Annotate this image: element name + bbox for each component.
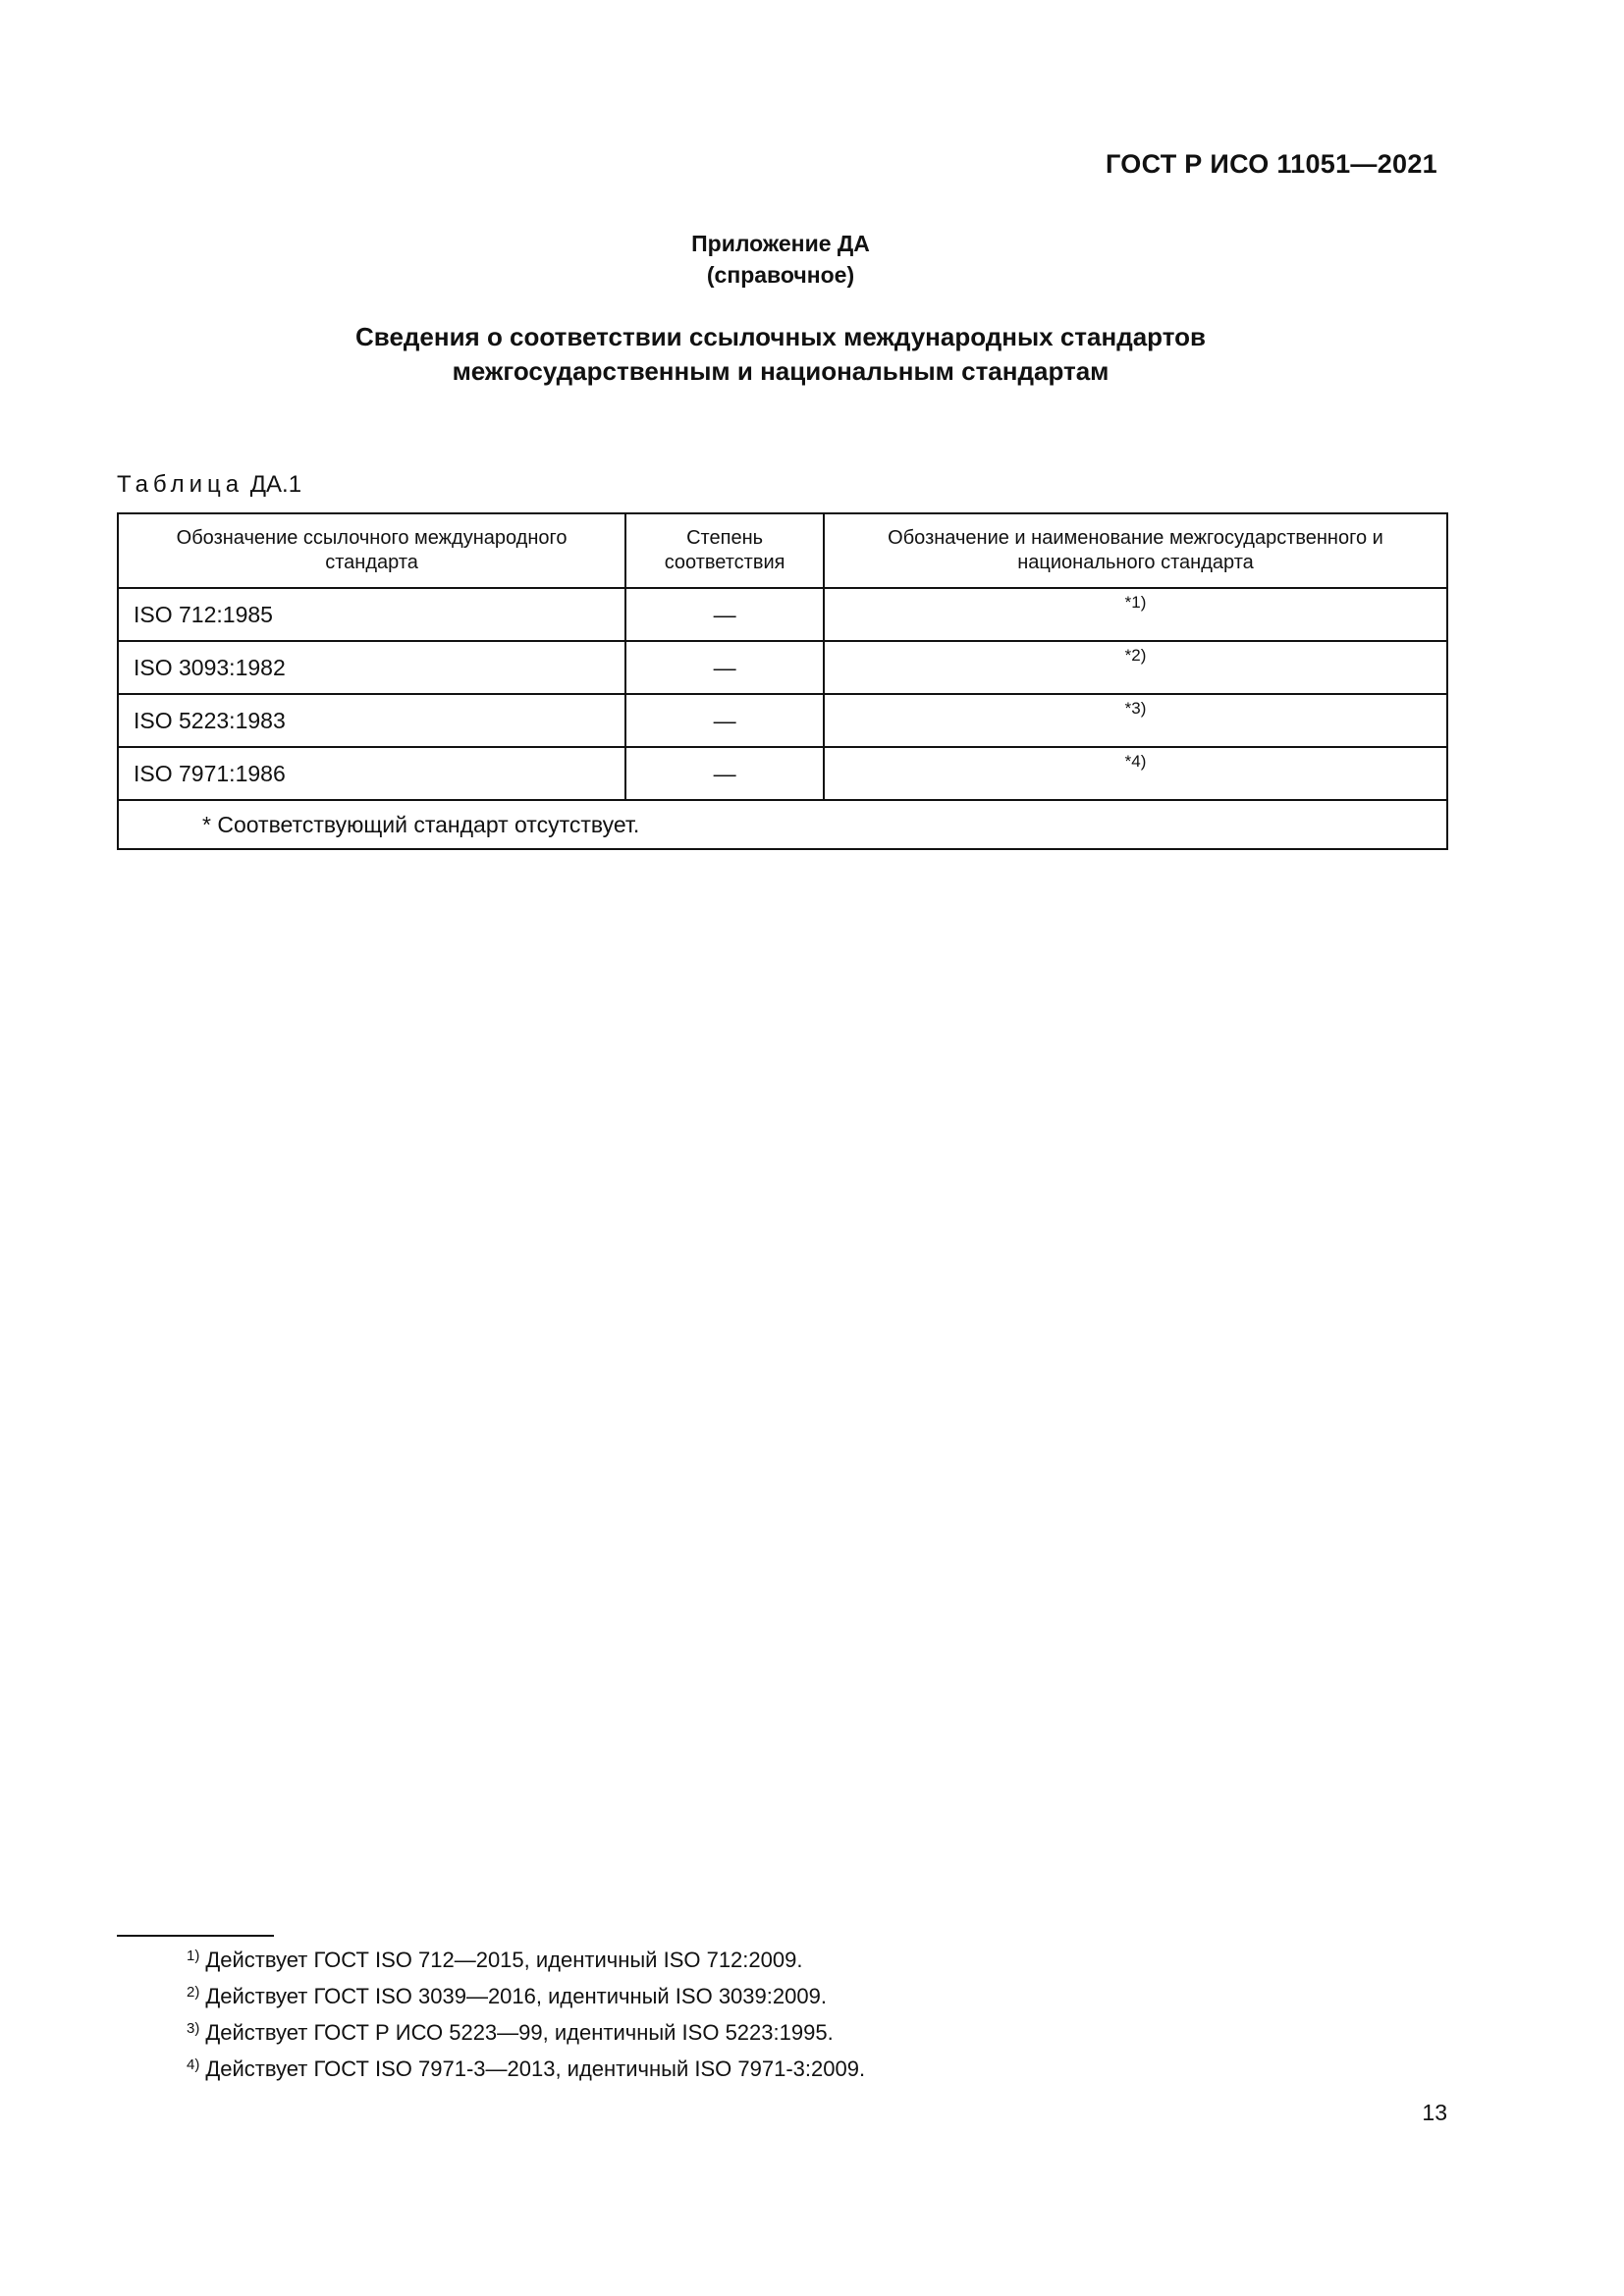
table-note-row: [118, 800, 1447, 849]
iso-designation: ISO 7971:1986: [118, 747, 625, 800]
footnote-text: Действует ГОСТ Р ИСО 5223—99, идентичный ISO 5223:1995.: [205, 2020, 834, 2045]
header-degree-of-conformity: Степень соответствия: [625, 513, 824, 588]
absent-mark: *: [1124, 593, 1132, 612]
footnote: [187, 2014, 865, 2051]
footnote: [187, 1942, 865, 1978]
table-row: [118, 641, 1447, 694]
absent-mark: *: [1124, 699, 1132, 718]
footnote-ref: 2): [1131, 646, 1147, 665]
footnote: [187, 2051, 865, 2087]
national-standard: [824, 641, 1447, 694]
national-standard: [824, 588, 1447, 641]
table-note: * Соответствующий стандарт отсутствует.: [118, 800, 1447, 849]
national-standard: [824, 747, 1447, 800]
header-national-standard: Обозначение и наименование межгосударственного и национального стандарта: [824, 513, 1447, 588]
appendix-subtitle: (справочное): [706, 262, 855, 288]
table-row: [118, 747, 1447, 800]
reference-standards-table: [117, 512, 1448, 850]
main-title: [0, 320, 1561, 389]
table-caption-number: ДА.1: [249, 471, 302, 498]
degree-of-conformity: —: [625, 747, 824, 800]
iso-designation: ISO 712:1985: [118, 588, 625, 641]
degree-of-conformity: —: [625, 588, 824, 641]
main-title-line-2: межгосударственным и национальным стандартам: [452, 356, 1110, 386]
footnote-ref: 4): [1131, 752, 1147, 771]
absent-mark: *: [1124, 646, 1132, 665]
absent-mark: *: [1124, 752, 1132, 771]
footnote-divider: [117, 1935, 274, 1937]
document-code: ГОСТ Р ИСО 11051—2021: [1106, 149, 1437, 179]
footnote-ref: 3): [1131, 699, 1147, 718]
footnote-text: Действует ГОСТ ISO 7971-3—2013, идентичный ISO 7971-3:2009.: [205, 2056, 866, 2081]
footnote-mark: 1): [187, 1948, 200, 1964]
footnote-mark: 2): [187, 1984, 200, 2001]
table-row: [118, 694, 1447, 747]
appendix-title: Приложение ДА: [691, 231, 870, 256]
degree-of-conformity: —: [625, 694, 824, 747]
footnote-mark: 4): [187, 2056, 200, 2073]
table-row: [118, 588, 1447, 641]
footnote-mark: 3): [187, 2020, 200, 2037]
footnote-ref: 1): [1131, 593, 1147, 612]
appendix-heading: [0, 228, 1561, 291]
degree-of-conformity: —: [625, 641, 824, 694]
page-number: 13: [1422, 2100, 1447, 2125]
table-caption-word: Таблица: [117, 471, 244, 498]
footnotes: [187, 1942, 865, 2087]
iso-designation: ISO 3093:1982: [118, 641, 625, 694]
header-international-standard: Обозначение ссылочного международного стандарта: [118, 513, 625, 588]
footnote: [187, 1978, 865, 2014]
main-title-line-1: Сведения о соответствии ссылочных международных стандартов: [355, 322, 1206, 351]
table-caption: [117, 471, 301, 499]
national-standard: [824, 694, 1447, 747]
footnote-text: Действует ГОСТ ISO 712—2015, идентичный ISO 712:2009.: [205, 1948, 803, 1972]
iso-designation: ISO 5223:1983: [118, 694, 625, 747]
footnote-text: Действует ГОСТ ISO 3039—2016, идентичный ISO 3039:2009.: [205, 1984, 827, 2008]
table-header-row: [118, 513, 1447, 588]
